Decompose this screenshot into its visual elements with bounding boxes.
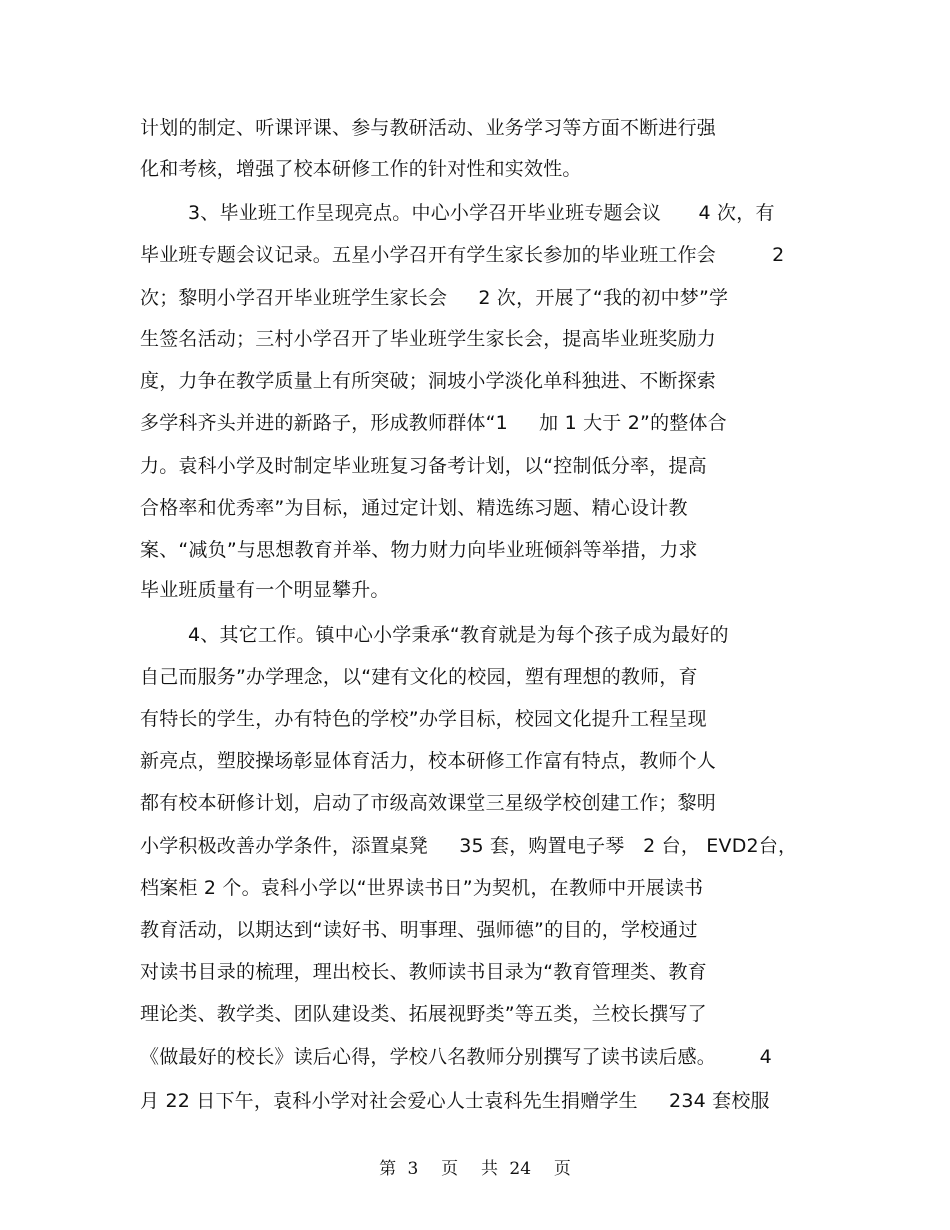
paragraph-line: 理论类、教学类、团队建设类、拓展视野类”等五类，兰校长撰写了 [140, 1003, 707, 1025]
paragraph-line: 多学科齐头并进的新路子，形成教师群体“1 加 1 大于 2”的整体合 [140, 412, 727, 434]
paragraph-line: 力。袁科小学及时制定毕业班复习备考计划，以“控制低分率，提高 [140, 455, 707, 477]
paragraph-line: 月 22 日下午，袁科小学对社会爱心人士袁科先生捐赠学生 234 套校服 [140, 1090, 770, 1112]
paragraph-line: 新亮点，塑胶操场彰显体育活力，校本研修工作富有特点，教师个人 [140, 750, 717, 772]
paragraph-line: 《做最好的校长》读后心得，学校八名教师分别撰写了读书读后感。 4 [140, 1046, 772, 1068]
paragraph-line: 合格率和优秀率”为目标，通过定计划、精选练习题、精心设计教 [140, 497, 688, 519]
paragraph-line: 毕业班专题会议记录。五星小学召开有学生家长参加的毕业班工作会 2 [140, 244, 785, 266]
paragraph-line: 生签名活动；三村小学召开了毕业班学生家长会，提高毕业班奖励力 [140, 328, 717, 350]
paragraph-line: 教育活动，以期达到“读好书、明事理、强师德”的目的，学校通过 [140, 919, 698, 941]
paragraph-line: 档案柜 2 个。袁科小学以“世界读书日”为契机，在教师中开展读书 [140, 877, 704, 899]
paragraph-line: 4、其它工作。镇中心小学秉承“教育就是为每个孩子成为最好的 [188, 624, 729, 646]
paragraph-line: 化和考核，增强了校本研修工作的针对性和实效性。 [140, 158, 582, 180]
paragraph-line: 对读书目录的梳理，理出校长、教师读书目录为“教育管理类、教育 [140, 961, 707, 983]
page-number-footer: 第 3 页 共 24 页 [379, 1159, 571, 1179]
paragraph-line: 3、毕业班工作呈现亮点。中心小学召开毕业班专题会议 4 次，有 [188, 202, 775, 224]
paragraph-line: 小学积极改善办学条件，添置桌凳 35 套，购置电子琴 2 台， EVD2台， [140, 835, 798, 857]
paragraph-line: 自己而服务”办学理念，以“建有文化的校园，塑有理想的教师，育 [140, 666, 698, 688]
paragraph-line: 度，力争在教学质量上有所突破；洞坡小学淡化单科独进、不断探索 [140, 370, 717, 392]
paragraph-line: 计划的制定、听课评课、参与教研活动、业务学习等方面不断进行强 [140, 117, 717, 139]
paragraph-line: 次；黎明小学召开毕业班学生家长会 2 次，开展了“我的初中梦”学 [140, 287, 729, 309]
paragraph-line: 都有校本研修计划，启动了市级高效课堂三星级学校创建工作；黎明 [140, 792, 717, 814]
paragraph-line: 毕业班质量有一个明显攀升。 [140, 579, 390, 601]
paragraph-line: 案、“减负”与思想教育并举、物力财力向毕业班倾斜等举措，力求 [140, 539, 698, 561]
paragraph-line: 有特长的学生，办有特色的学校”办学目标，校园文化提升工程呈现 [140, 708, 707, 730]
